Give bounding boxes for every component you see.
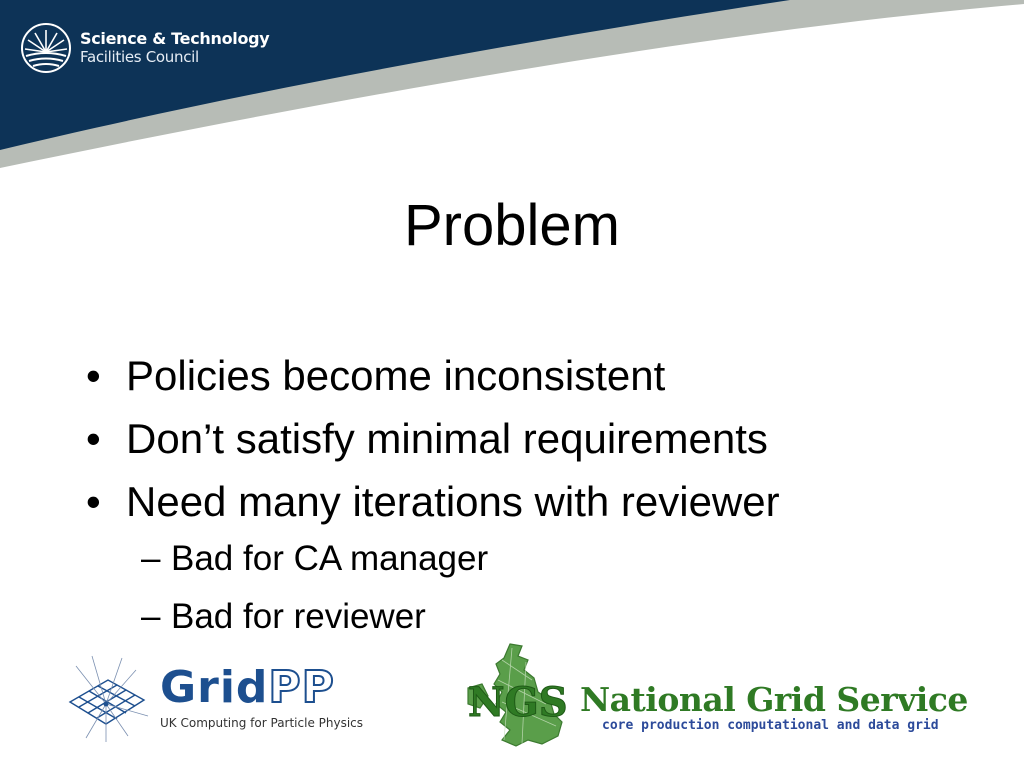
bullet-marker: • [86, 415, 101, 462]
bullet-item [84, 413, 780, 476]
bullet-item [84, 476, 780, 539]
gridpp-word-grid: Grid [160, 662, 269, 713]
bullet-text: Need many iterations with reviewer [126, 478, 780, 525]
sub-bullet-marker: – [141, 597, 161, 636]
gridpp-subtitle: UK Computing for Particle Physics [160, 716, 364, 730]
sub-bullet-marker: – [141, 539, 161, 578]
stfc-logo [20, 22, 269, 74]
uk-map-icon [462, 640, 577, 750]
gridpp-logo [62, 652, 392, 744]
bullet-text: Don’t satisfy minimal requirements [126, 415, 768, 462]
bullet-text: Policies become inconsistent [126, 352, 666, 399]
stfc-name-line1: Science & Technology [80, 29, 270, 48]
ngs-map-label: NGS [468, 679, 568, 726]
ngs-title: National Grid Service [580, 680, 968, 719]
gridpp-mesh-icon [62, 652, 152, 744]
stfc-wordmark [80, 29, 269, 67]
sub-bullet-item [84, 539, 780, 597]
bullet-marker: • [86, 352, 101, 399]
gridpp-word-pp: PP [268, 662, 335, 713]
bullet-list [84, 350, 780, 655]
bullet-item [84, 350, 780, 413]
sub-bullet-text: Bad for reviewer [171, 597, 426, 636]
slide-title: Problem [404, 193, 620, 258]
bullet-marker: • [86, 478, 101, 525]
ngs-subtitle: core production computational and data grid [602, 718, 939, 733]
stfc-sunburst-icon [20, 22, 72, 74]
sub-bullet-text: Bad for CA manager [171, 539, 489, 578]
gridpp-wordmark [160, 662, 335, 713]
ngs-logo [462, 640, 968, 750]
stfc-name-line2: Facilities Council [80, 48, 199, 66]
